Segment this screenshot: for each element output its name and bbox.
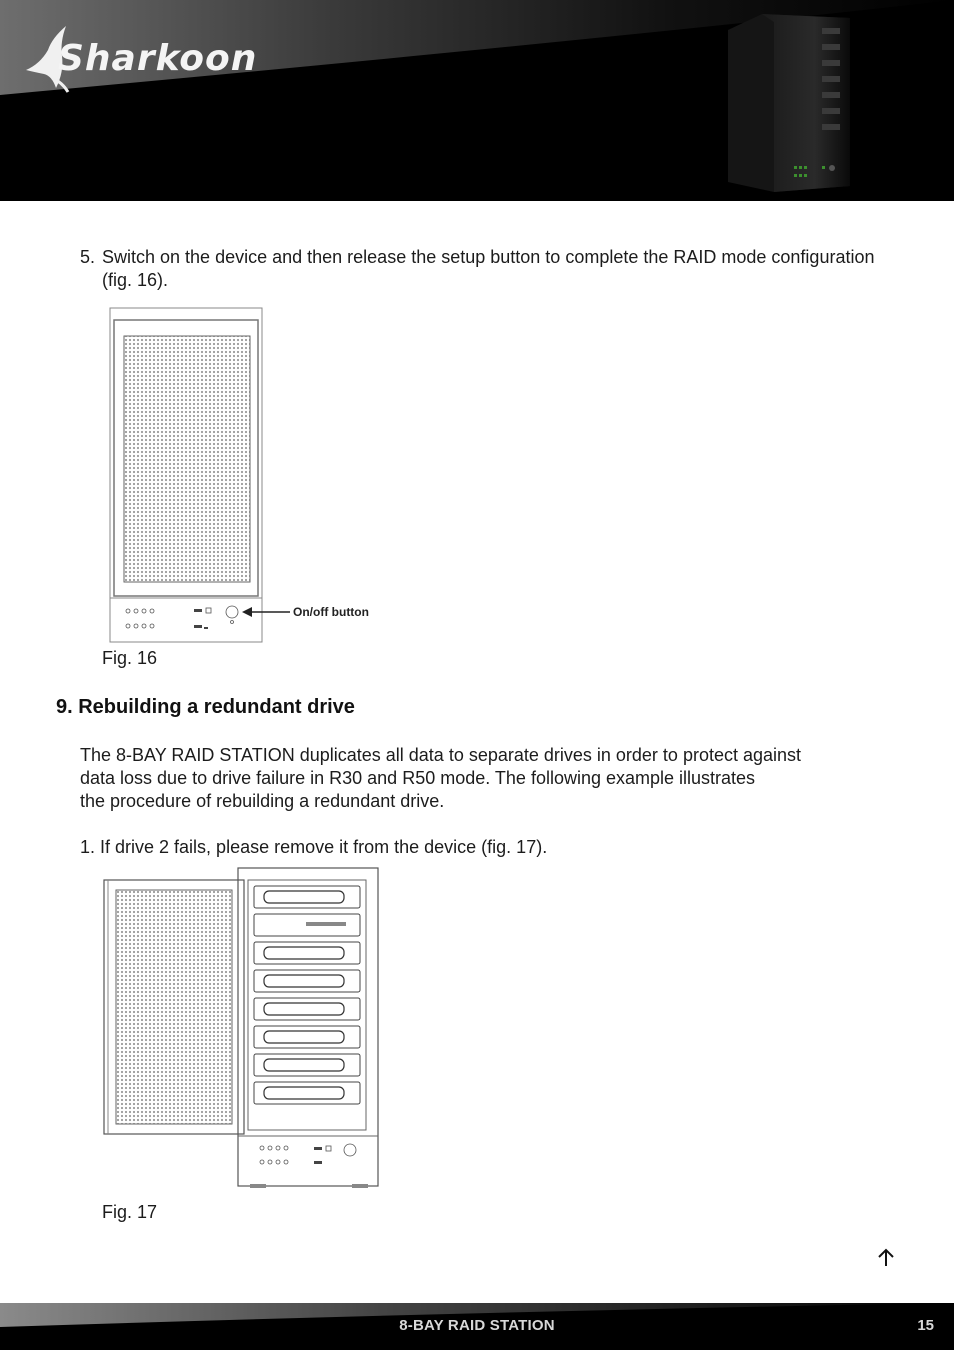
figure-16-front-view (108, 306, 374, 644)
raid-station-product-image (722, 10, 854, 192)
page-header (0, 0, 954, 201)
section-paragraph (80, 744, 910, 813)
paragraph-line: data loss due to drive failure in R30 and R50 mode. The following example illustrates (80, 768, 756, 788)
figure-17-open-view (100, 866, 382, 1196)
step-1: 1. If drive 2 fails, please remove it from the device (fig. 17). (80, 837, 548, 857)
brand-logo: Sharkoon (58, 38, 258, 79)
figure-16-caption: Fig. 16 (102, 648, 158, 668)
arrow-up-icon[interactable] (876, 1246, 896, 1270)
step-text: Switch on the device and then release the setup button to complete the RAID mode configuration (fig. 16). (102, 247, 875, 290)
figure-17-caption: Fig. 17 (102, 1202, 158, 1222)
footer-title: 8-BAY RAID STATION (399, 1317, 555, 1334)
page-footer (0, 1303, 954, 1350)
step-number: 5. (80, 247, 96, 267)
page-number: 15 (917, 1317, 934, 1334)
section-heading: 9. Rebuilding a redundant drive (56, 696, 355, 718)
on-off-button-callout: On/off button (293, 605, 369, 619)
paragraph-line: the procedure of rebuilding a redundant drive. (80, 791, 445, 811)
paragraph-line: The 8-BAY RAID STATION duplicates all data to separate drives in order to protect against (80, 745, 802, 765)
